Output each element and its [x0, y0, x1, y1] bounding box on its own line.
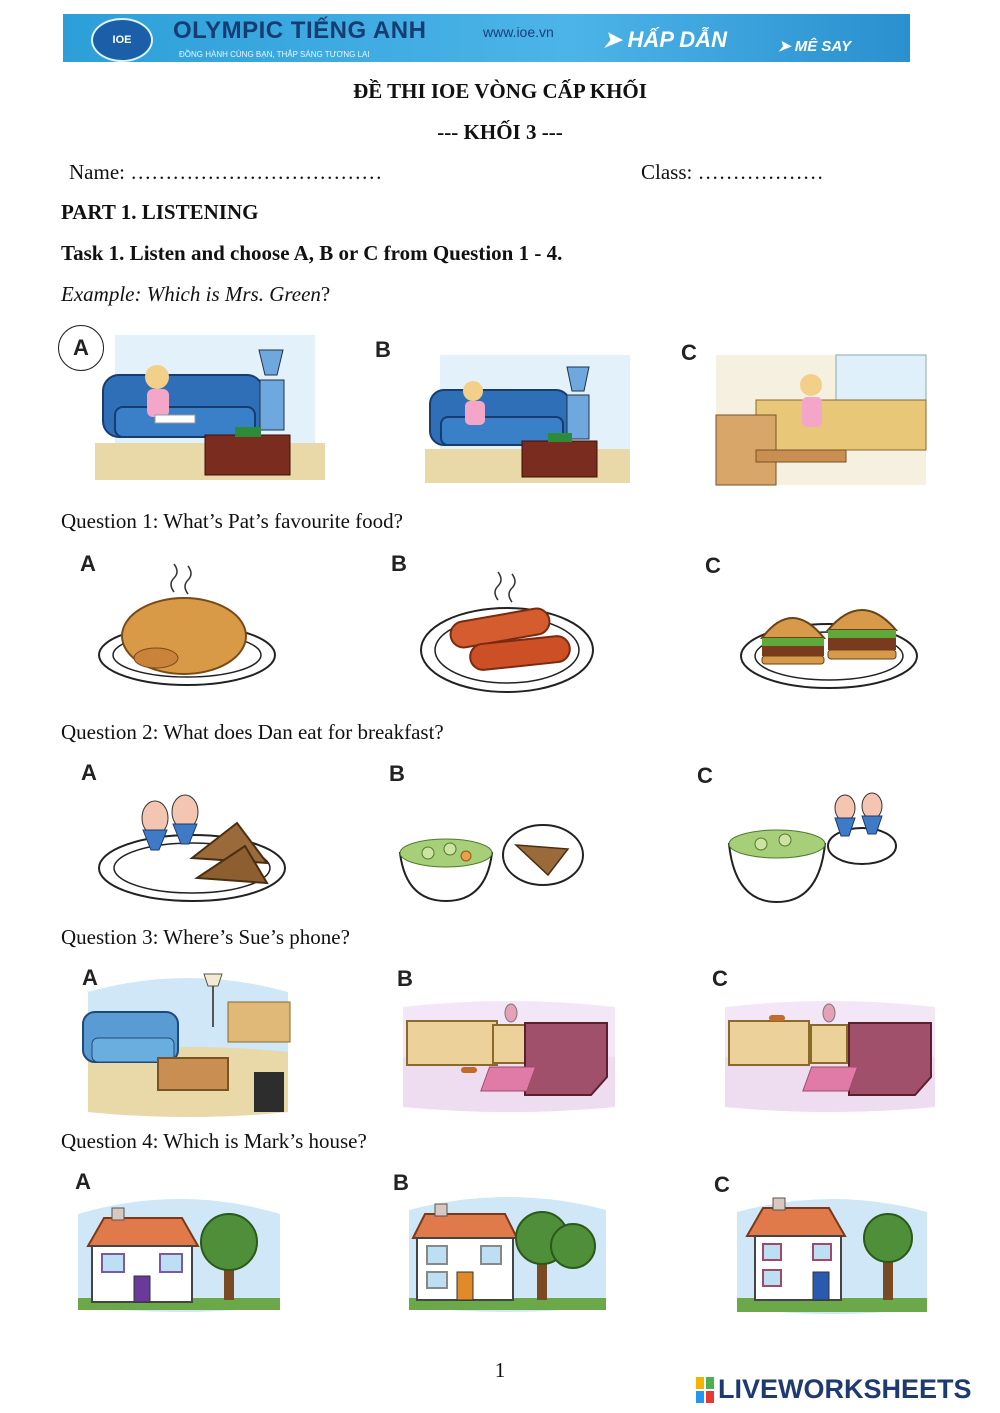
- question-3-text: Question 3: Where’s Sue’s phone?: [61, 925, 350, 949]
- q3-option-c[interactable]: C: [712, 966, 728, 991]
- living-room-picture: [78, 972, 296, 1117]
- bedroom-picture-b: [403, 997, 615, 1114]
- example-picture-a: [95, 335, 325, 480]
- q1-option-c[interactable]: C: [705, 553, 721, 578]
- bedroom-picture-c: [725, 997, 935, 1115]
- salad-eggs-picture: [727, 776, 897, 906]
- example-option-c[interactable]: C: [681, 340, 697, 365]
- example-prompt: [61, 282, 330, 307]
- sausages-picture: [420, 570, 595, 695]
- q3-option-a[interactable]: A: [82, 965, 98, 990]
- salad-sandwich-picture: [398, 823, 586, 903]
- q4-option-b[interactable]: B: [393, 1170, 409, 1195]
- eggs-toast-picture: [97, 768, 287, 903]
- liveworksheets-watermark: [696, 1374, 972, 1405]
- q2-option-a[interactable]: A: [81, 760, 97, 785]
- name-field[interactable]: Name: ………………………………: [69, 160, 383, 184]
- q1-option-b[interactable]: B: [391, 551, 407, 576]
- question-1-text: Question 1: What’s Pat’s favourite food?: [61, 509, 403, 533]
- q3-option-b[interactable]: B: [397, 966, 413, 991]
- watermark-text: LIVEWORKSHEETS: [718, 1374, 972, 1404]
- banner-brand: OLYMPIC TIẾNG ANH: [173, 17, 427, 44]
- q4-option-a[interactable]: A: [75, 1169, 91, 1194]
- liveworksheets-logo-icon: [696, 1377, 714, 1403]
- task-instruction: Task 1. Listen and choose A, B or C from Question 1 - 4.: [61, 241, 563, 265]
- q1-option-a[interactable]: A: [80, 551, 96, 576]
- question-2-text: Question 2: What does Dan eat for breakfast?: [61, 720, 444, 744]
- q2-option-c[interactable]: C: [697, 763, 713, 788]
- exam-title: ĐỀ THI IOE VÒNG CẤP KHỐI: [353, 79, 647, 103]
- example-prompt-end: ?: [320, 282, 331, 306]
- example-prompt-text: Example: Which is Mrs. Green: [61, 282, 321, 306]
- part-heading: PART 1. LISTENING: [61, 200, 259, 224]
- q4-option-c[interactable]: C: [714, 1172, 730, 1197]
- grade-title: --- KHỐI 3 ---: [437, 120, 563, 144]
- ioe-logo: IOE: [91, 18, 153, 62]
- banner-slogan-1: ➤ HẤP DẪN: [603, 27, 727, 52]
- roast-chicken-picture: [96, 560, 278, 690]
- banner-tagline: ĐỒNG HÀNH CÙNG BẠN, THẮP SÁNG TƯƠNG LAI: [179, 50, 370, 59]
- example-picture-c: [716, 355, 926, 485]
- house-picture-c: [733, 1192, 931, 1317]
- house-picture-a: [74, 1190, 284, 1315]
- page-number: 1: [494, 1358, 506, 1382]
- example-option-b[interactable]: B: [375, 337, 391, 362]
- example-picture-b: [425, 355, 630, 483]
- q2-option-b[interactable]: B: [389, 761, 405, 786]
- burgers-picture: [740, 598, 918, 690]
- banner-slogan-2: ➤ MÊ SAY: [778, 38, 852, 55]
- banner-site: www.ioe.vn: [483, 24, 554, 40]
- question-4-text: Question 4: Which is Mark’s house?: [61, 1129, 367, 1153]
- option-letter: A: [73, 335, 89, 360]
- house-picture-b: [405, 1190, 610, 1315]
- header-banner: [63, 14, 910, 62]
- class-field[interactable]: Class: ………………: [641, 160, 824, 184]
